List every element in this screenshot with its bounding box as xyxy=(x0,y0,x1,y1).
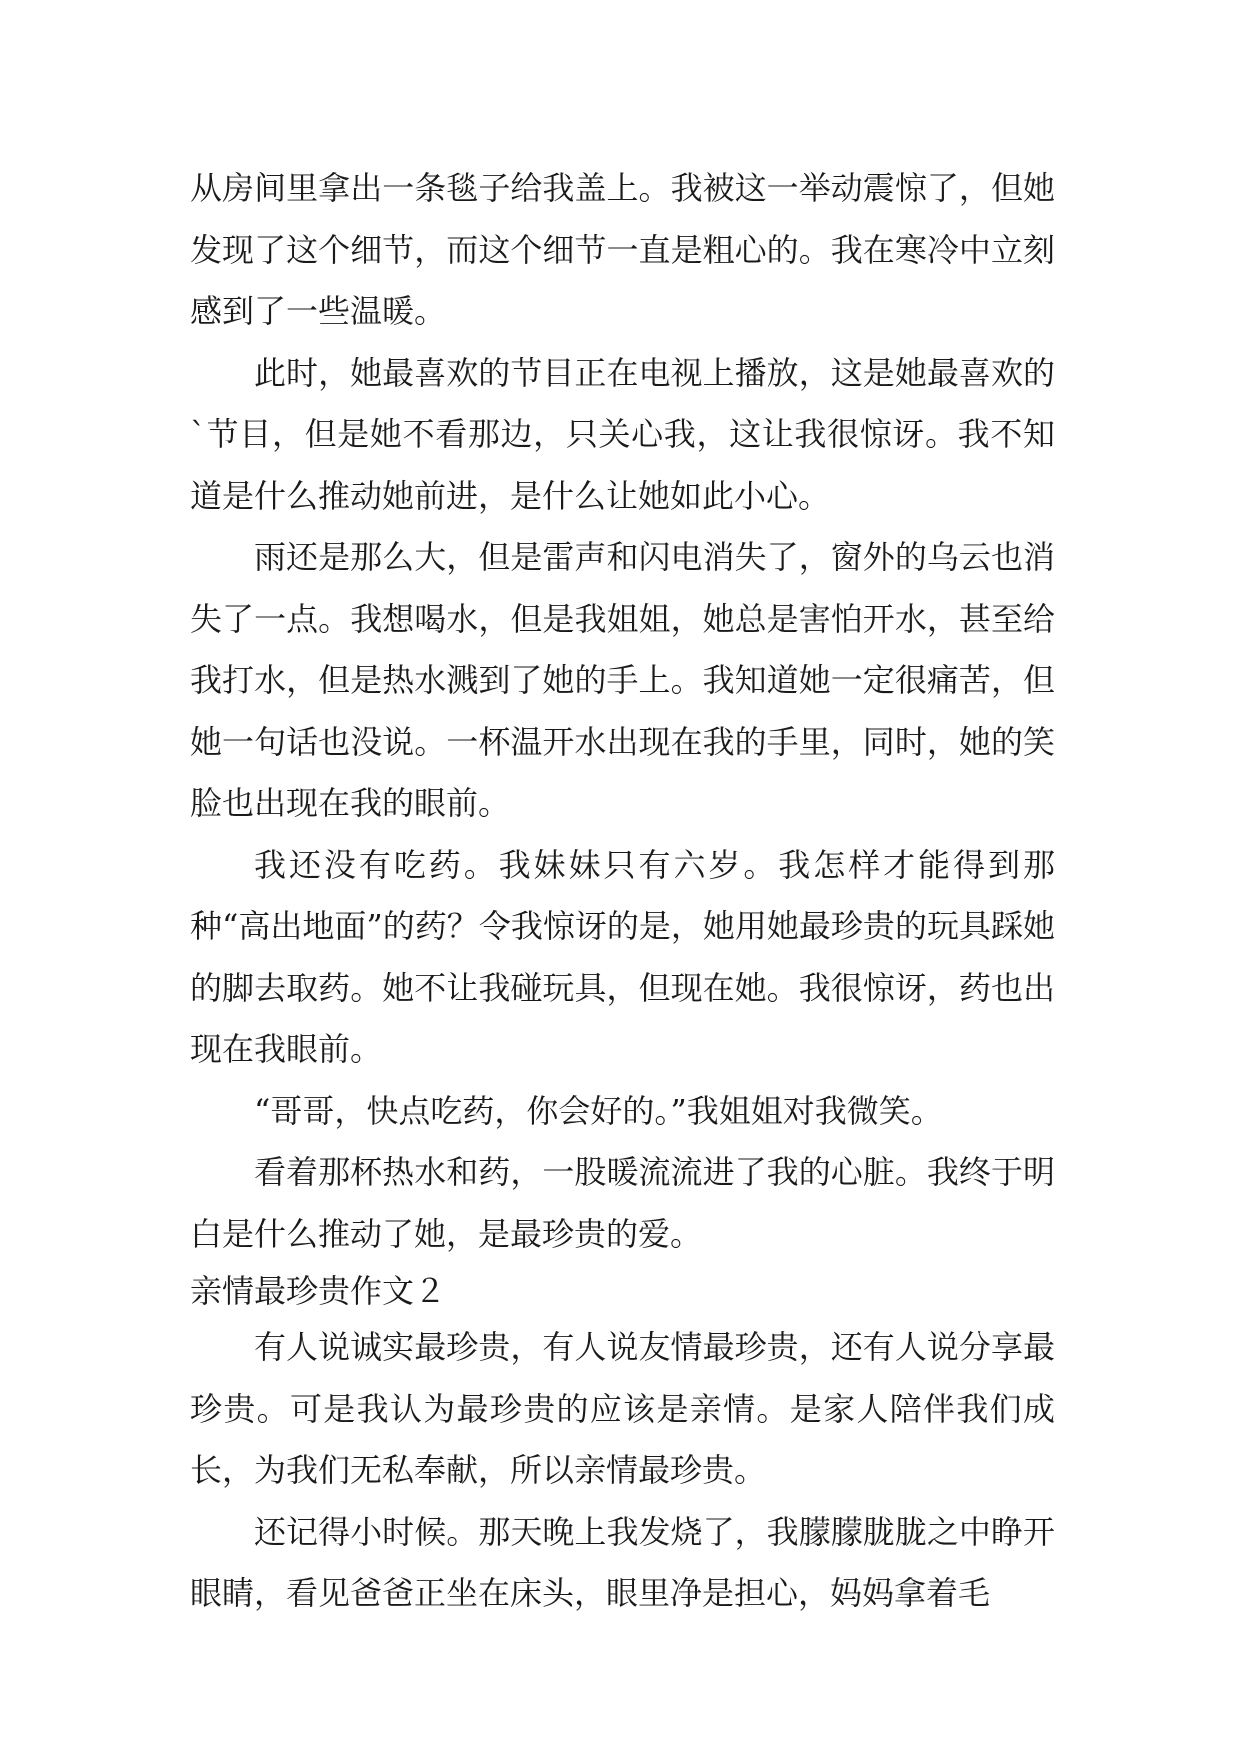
paragraph: 从房间里拿出一条毯子给我盖上。我被这一举动震惊了，但她发现了这个细节，而这个细节一直是粗心的。我在寒冷中立刻感到了一些温暖。 xyxy=(190,169,1055,330)
paragraph: 看着那杯热水和药，一股暖流流进了我的心脏。我终于明白是什么推动了她，是最珍贵的爱。 xyxy=(190,1153,1055,1253)
paragraph: “哥哥，快点吃药，你会好的。”我姐姐对我微笑。 xyxy=(254,1091,943,1130)
paragraph: 此时，她最喜欢的节目正在电视上播放，这是她最喜欢的`节目，但是她不看那边，只关心我，这让我很惊讶。我不知道是什么推动她前进，是什么让她如此小心。 xyxy=(190,353,1055,515)
paragraph: 雨还是那么大，但是雷声和闪电消失了，窗外的乌云也消失了一点。我想喝水，但是我姐姐，她总是害怕开水，甚至给我打水，但是热水溅到了她的手上。我知道她一定很痛苦，但她一句话也没说。一杯温开水出现在我的手里，同时，她的笑脸也出现在我的眼前。 xyxy=(190,538,1055,822)
document-body xyxy=(190,158,1055,1625)
paragraph: 还记得小时候。那天晚上我发烧了，我朦朦胧胧之中睁开眼睛，看见爸爸正坐在床头，眼里净是担心，妈妈拿着毛 xyxy=(190,1512,1055,1612)
paragraph: 我还没有吃药。我妹妹只有六岁。我怎样才能得到那种“高出地面”的药？令我惊讶的是，她用她最珍贵的玩具踩她的脚去取药。她不让我碰玩具，但现在她。我很惊讶，药也出现在我眼前。 xyxy=(190,845,1055,1068)
section-heading: 亲情最珍贵作文２ xyxy=(190,1272,447,1310)
paragraph: 有人说诚实最珍贵，有人说友情最珍贵，还有人说分享最珍贵。可是我认为最珍贵的应该是亲情。是家人陪伴我们成长，为我们无私奉献，所以亲情最珍贵。 xyxy=(190,1328,1055,1489)
